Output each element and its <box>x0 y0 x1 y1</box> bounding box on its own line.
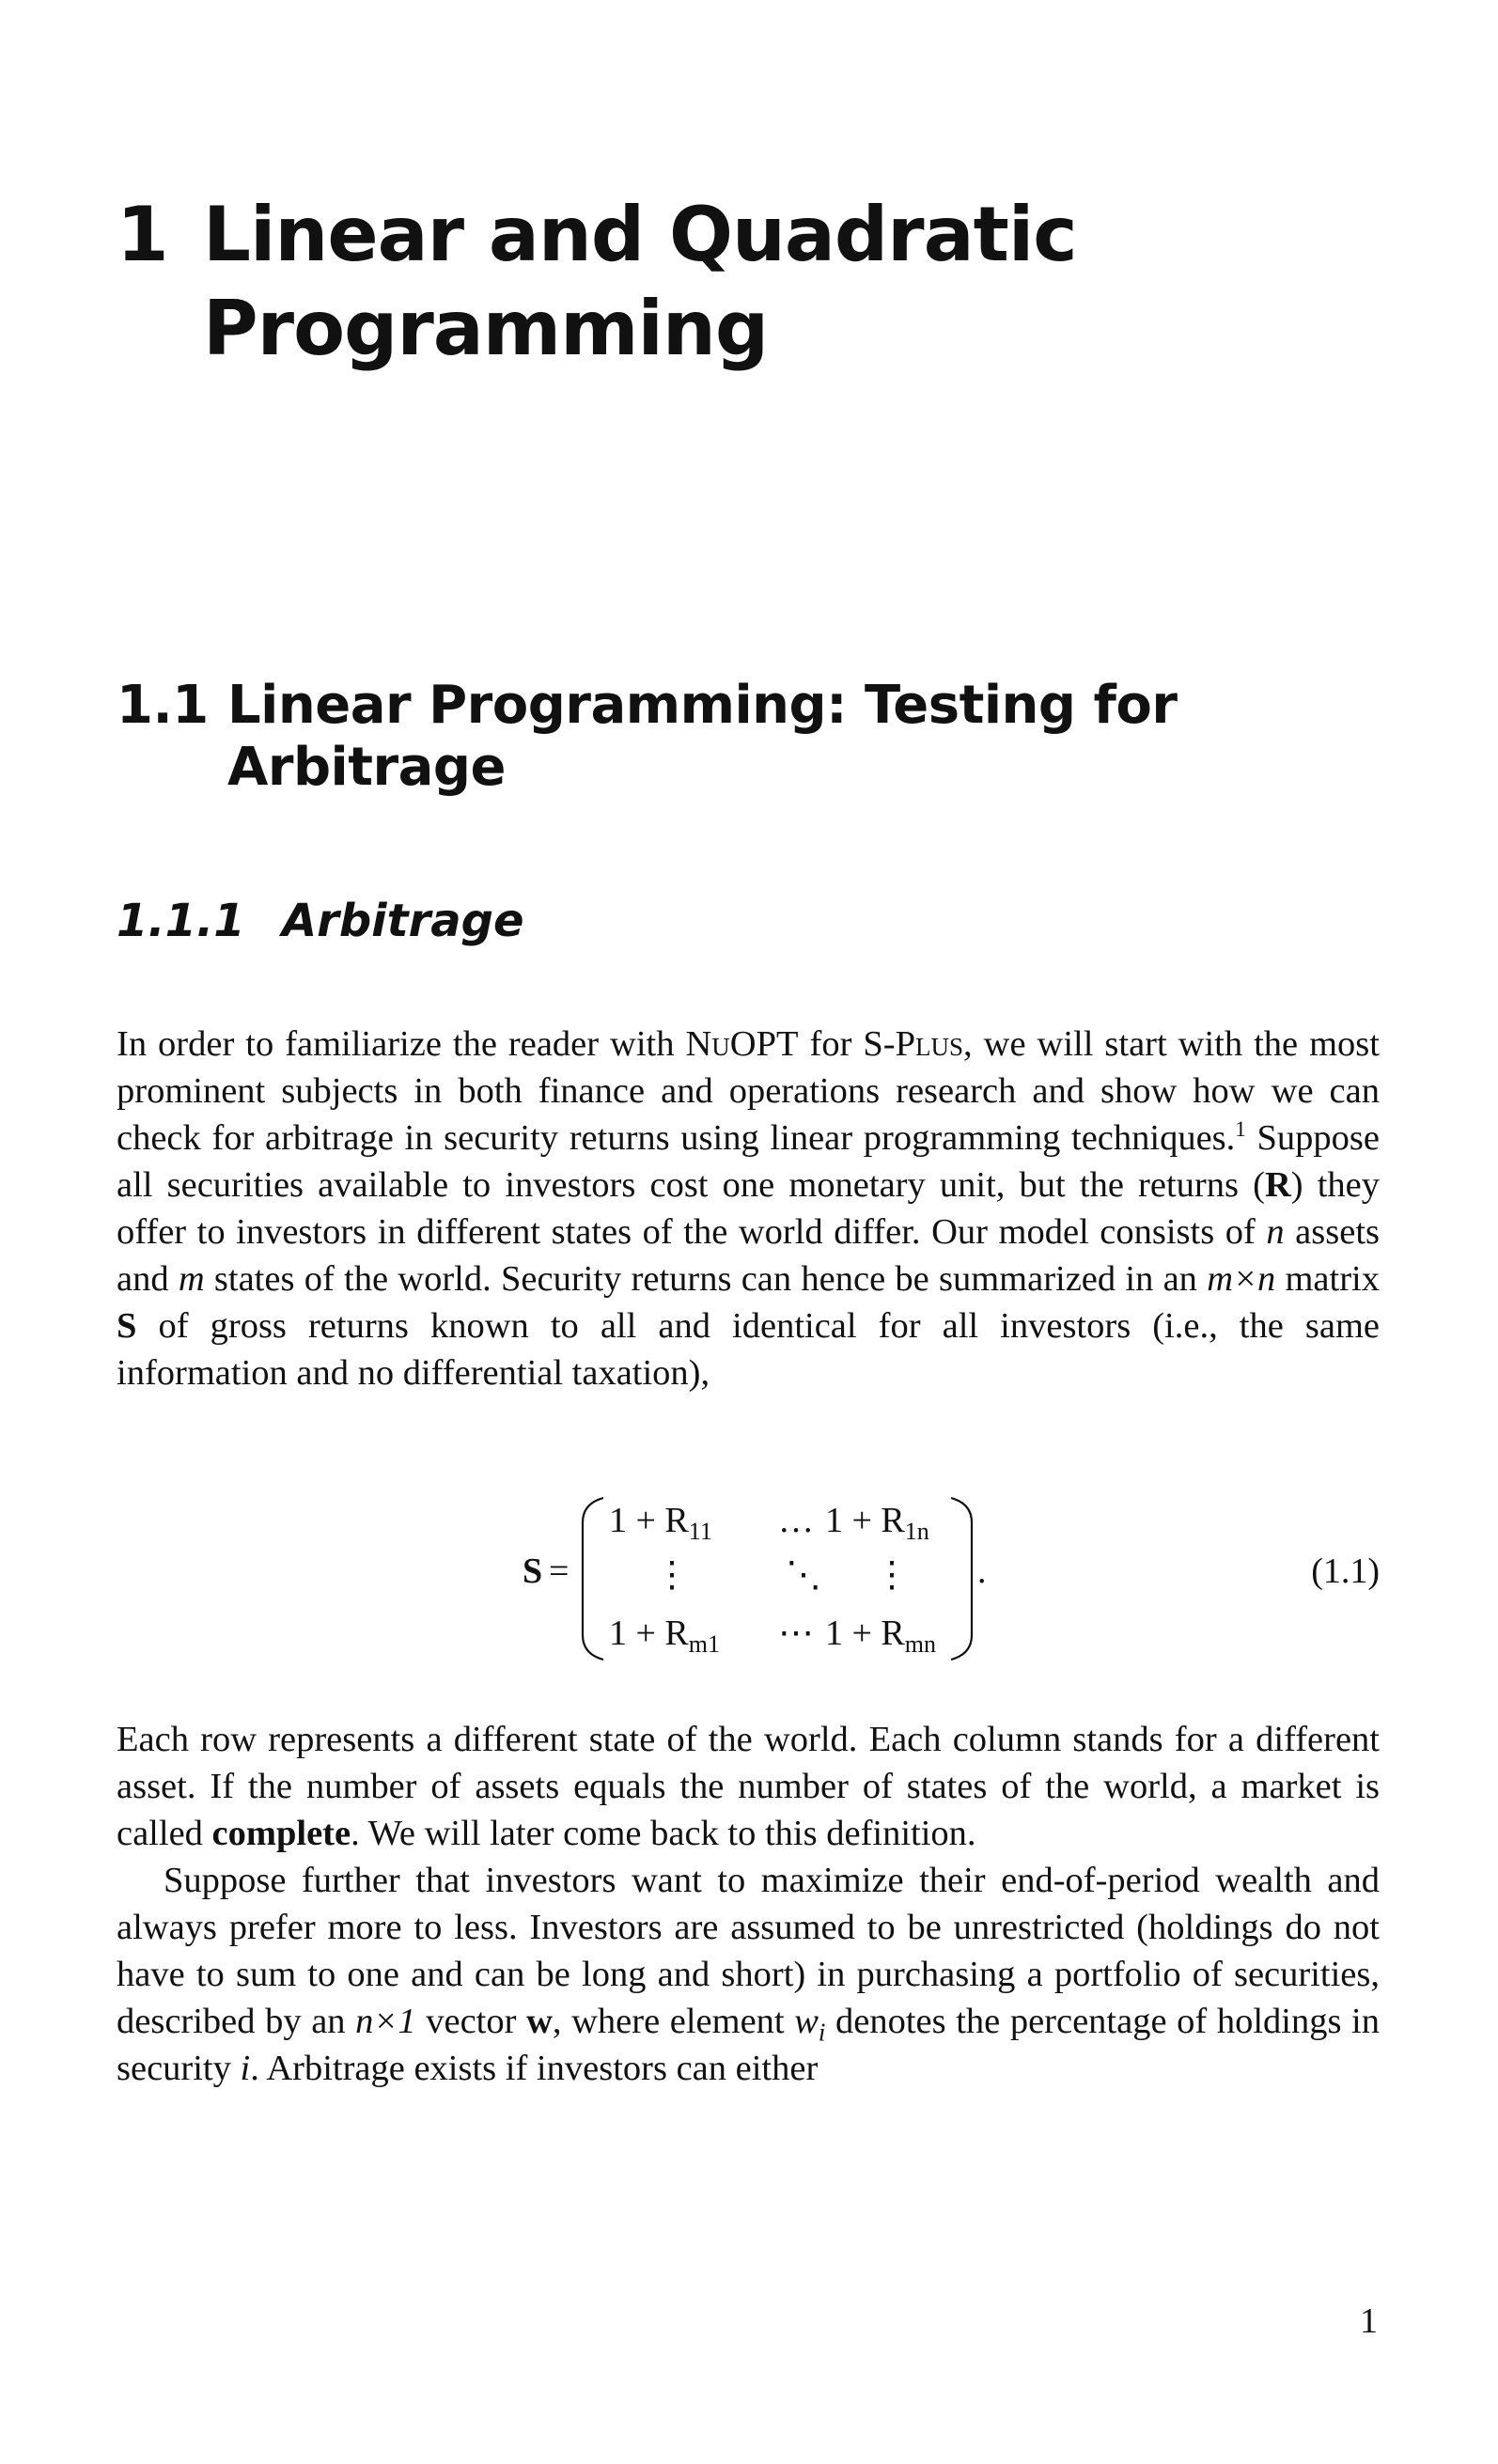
text-run: , we will start with the most prominent subjects in both finance and operations research and show how we can check for arbitrage in security returns using linear programming techniques. <box>117 1024 1380 1158</box>
term-complete: complete <box>211 1814 351 1853</box>
symbol-w-i: w <box>794 2002 819 2041</box>
equation-label: (1.1) <box>1311 1552 1380 1591</box>
section-title: Linear Programming: Testing for Arbitrage <box>227 675 1178 798</box>
matrix-cell-r1c3: $1 + R_{1n}$ <box>825 1501 929 1545</box>
text-run: matrix <box>1275 1259 1380 1299</box>
subsection-number: 1.1.1 <box>117 895 245 947</box>
matrix-cell-r1c1: $1 + R_{11}$ <box>609 1501 712 1545</box>
text-run: states of the world. Security returns can hence be summarized in an <box>204 1259 1208 1299</box>
text-run: Suppose further that investors want to maximize their end-of-period wealth and always prefer more to less. Investors are assumed to be unrestricted (holdings do not have to sum to one and can be long and short) in purchasing a portfolio of securities, described by an <box>117 1861 1380 2041</box>
symbol-m: m <box>178 1259 205 1299</box>
page-number: 1 <box>1360 2301 1378 2341</box>
matrix-cell-r2c1: ⋮ <box>654 1555 690 1595</box>
equation-lhs-S: S <box>523 1552 543 1591</box>
text-run: ) they offer to investors in different states of the world differ. Our model consists of <box>117 1165 1380 1252</box>
text-run: Suppose all securities available to investors cost one monetary unit, but the returns ( <box>117 1118 1380 1205</box>
text-run: . Arbitrage exists if investors can either <box>250 2049 819 2088</box>
matrix-cell-r2c2: ⋱ <box>786 1555 821 1595</box>
symbol-m-by-n: m×n <box>1207 1259 1276 1299</box>
text-run: Each row represents a different state of the world. Each column stands for a different asset. If the number of assets equals the number of states of the world, a market is called <box>117 1720 1380 1853</box>
paragraph-rows-columns <box>117 1716 1380 1857</box>
matrix-cell-r3c2: ⋯ <box>778 1614 814 1653</box>
text-run: , where element <box>552 2002 795 2041</box>
paragraph-intro <box>117 1021 1380 1396</box>
software-name-nuopt: NuOPT <box>685 1024 799 1064</box>
text-run: for <box>798 1024 864 1064</box>
equation-1-1 <box>117 1492 1380 1661</box>
section-number: 1.1 <box>117 675 209 736</box>
matrix-cell-r3c3: $1 + R_{mn}$ <box>825 1614 937 1658</box>
subsection-title: Arbitrage <box>282 895 524 947</box>
text-run: In order to familiarize the reader with <box>117 1024 686 1064</box>
symbol-n: n <box>1266 1212 1285 1252</box>
paragraph-investors <box>117 1857 1380 2092</box>
equation-equals: = <box>549 1552 570 1591</box>
matrix-cell-r2c3: ⋮ <box>874 1555 910 1595</box>
symbol-n-by-1: n×1 <box>355 2002 416 2041</box>
footnote-marker[interactable]: 1 <box>1235 1116 1246 1142</box>
symbol-w-i-subscript: i <box>818 2018 826 2047</box>
symbol-S: S <box>117 1306 137 1346</box>
right-paren-icon <box>951 1498 972 1660</box>
text-run: vector <box>415 2002 527 2041</box>
text-run: . We will later come back to this definition. <box>351 1814 976 1853</box>
matrix-cell-r1c2: … <box>778 1501 814 1540</box>
text-run: assets and <box>117 1212 1380 1299</box>
left-paren-icon <box>583 1498 603 1660</box>
chapter-title: Linear and Quadratic Programming <box>203 191 1077 372</box>
symbol-R: R <box>1264 1165 1291 1205</box>
symbol-w: w <box>526 2002 553 2041</box>
equation-period: . <box>977 1552 987 1591</box>
chapter-number: 1 <box>117 191 168 278</box>
text-run: of gross returns known to all and identical for all investors (i.e., the same information and no differential taxation), <box>117 1306 1380 1393</box>
matrix-cell-r3c1: $1 + R_{m1}$ <box>609 1614 721 1658</box>
software-name-splus: S-Plus <box>863 1024 964 1064</box>
text-run: denotes the percentage of holdings in security <box>117 2002 1380 2088</box>
symbol-i: i <box>240 2049 251 2088</box>
matrix-equation <box>117 1492 1380 1661</box>
